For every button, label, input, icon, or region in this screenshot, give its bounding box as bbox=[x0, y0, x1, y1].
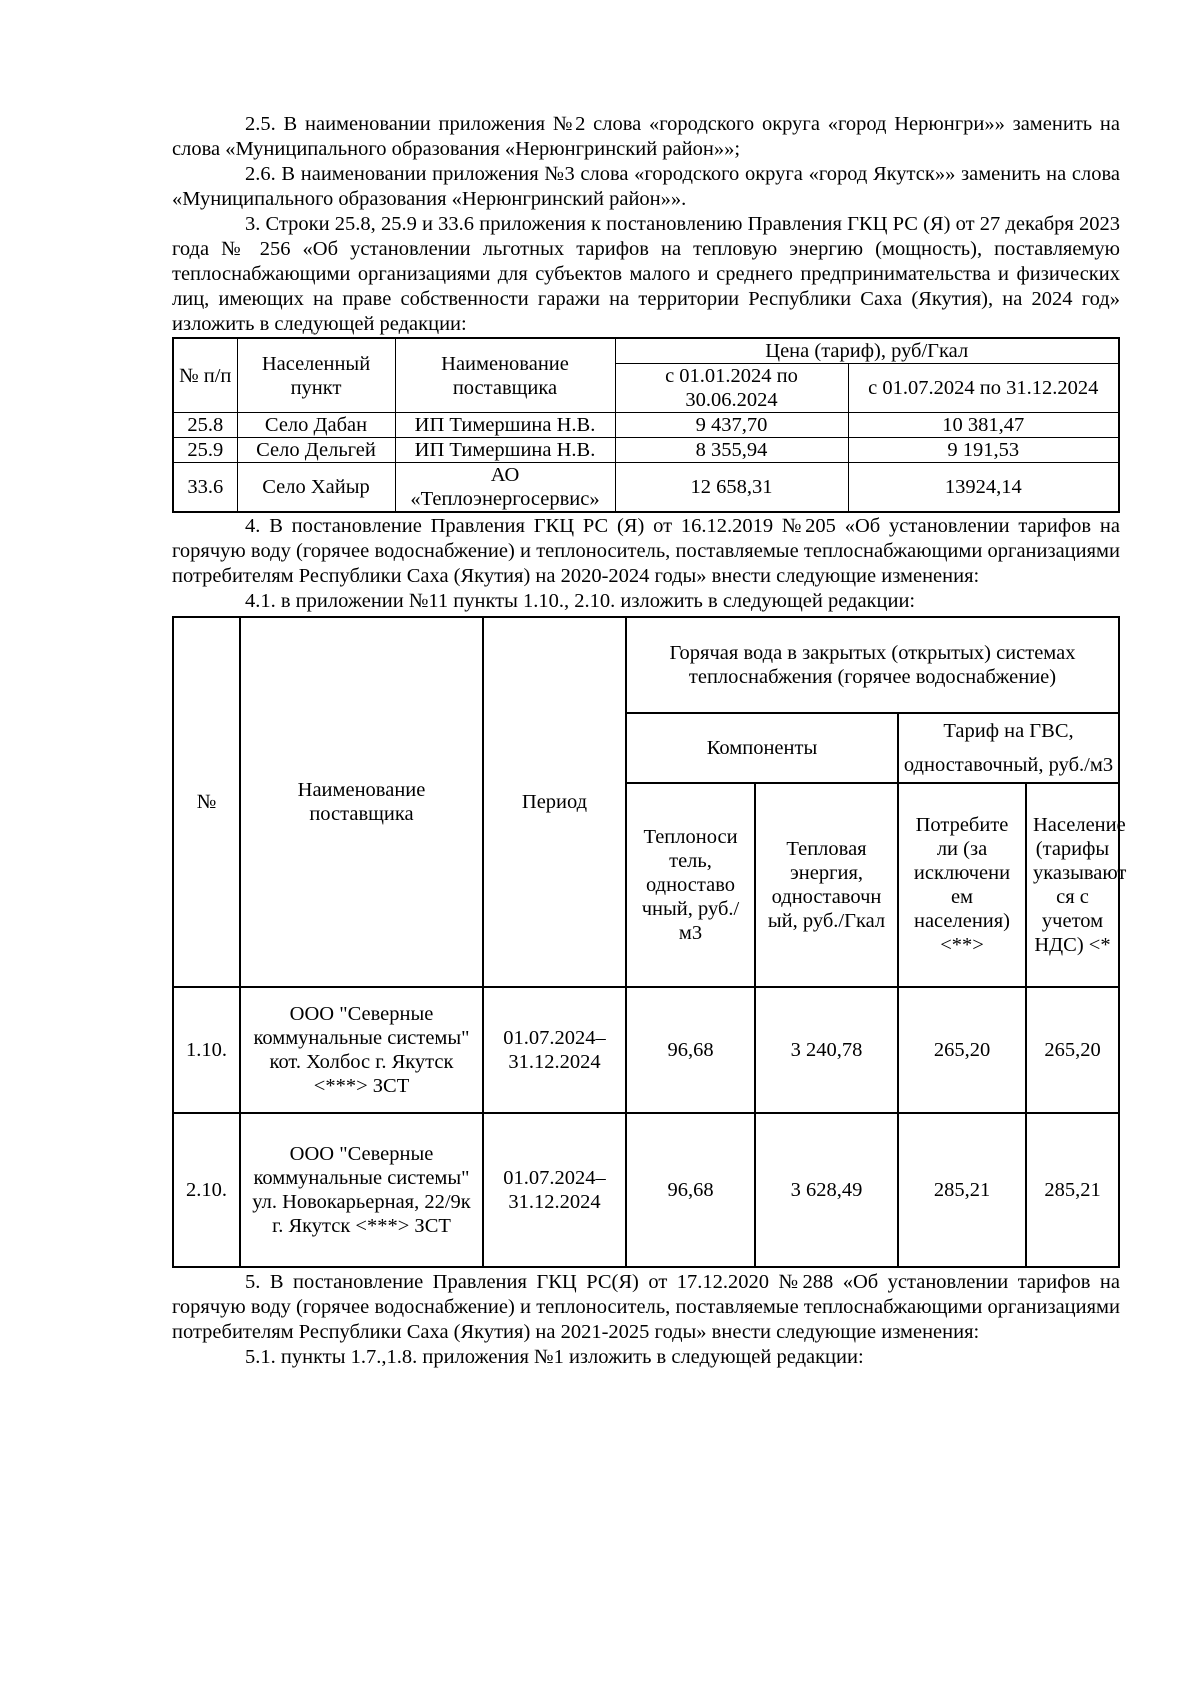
cell-num: 25.9 bbox=[173, 438, 237, 463]
cell-supplier: ООО "Северные коммунальные системы" кот. Холбос г. Якутск <***> ЗСТ bbox=[240, 987, 483, 1113]
cell-locality: Село Дабан bbox=[237, 413, 395, 438]
header-consumers: Потребите ли (за исключени ем населения) <**> bbox=[898, 783, 1026, 987]
cell-period: 01.07.2024– 31.12.2024 bbox=[483, 1113, 626, 1267]
cell-price-1: 8 355,94 bbox=[615, 438, 848, 463]
header-hot-water-group: Горячая вода в закрытых (открытых) системах теплоснабжения (горячее водоснабжение) bbox=[626, 617, 1119, 713]
cell-consumers: 285,21 bbox=[898, 1113, 1026, 1267]
header-tariff: Тариф на ГВС, одноставочный, руб./м3 bbox=[898, 713, 1119, 783]
paragraph-3: 3. Строки 25.8, 25.9 и 33.6 приложения к постановлению Правления ГКЦ РС (Я) от 27 декабря 2023 года № 256 «Об установлении льготных тарифов на тепловую энергию (мощность), поставляемую теплоснабжающими организациями для субъектов малого и среднего предпринимательства и физических лиц, имеющих на праве собственности гаражи на территории Республики Саха (Якутия), на 2024 год» изложить в следующей редакции: bbox=[172, 213, 1120, 335]
cell-num: 2.10. bbox=[173, 1113, 240, 1267]
cell-supplier: ИП Тимершина Н.В. bbox=[395, 438, 615, 463]
header-price-group: Цена (тариф), руб/Гкал bbox=[615, 338, 1119, 364]
header-locality: Населенный пункт bbox=[237, 338, 395, 413]
header-period-1: с 01.01.2024 по 30.06.2024 bbox=[615, 364, 848, 413]
paragraph-4-1: 4.1. в приложении №11 пункты 1.10., 2.10. изложить в следующей редакции: bbox=[245, 590, 916, 612]
cell-heat-energy: 3 240,78 bbox=[755, 987, 898, 1113]
hot-water-tariff-table bbox=[172, 616, 1127, 1268]
paragraph-5-1: 5.1. пункты 1.7.,1.8. приложения №1 изложить в следующей редакции: bbox=[245, 1346, 864, 1368]
header-heat-carrier: Теплоноси тель, одноставо чный, руб./м3 bbox=[626, 783, 755, 987]
header-period-2: с 01.07.2024 по 31.12.2024 bbox=[848, 364, 1119, 413]
cell-locality: Село Дельгей bbox=[237, 438, 395, 463]
paragraph-2-5: 2.5. В наименовании приложения №2 слова «городского округа «город Нерюнгри»» заменить на слова «Муниципального образования «Нерюнгринский район»»; bbox=[172, 113, 1120, 160]
header-period: Период bbox=[483, 617, 626, 987]
paragraph-4: 4. В постановление Правления ГКЦ РС (Я) от 16.12.2019 №205 «Об установлении тарифов на горячую воду (горячее водоснабжение) и теплоноситель, поставляемые теплоснабжающими организациями потребителям Республики Саха (Якутия) на 2020-2024 годы» внести следующие изменения: bbox=[172, 515, 1120, 587]
cell-price-1: 9 437,70 bbox=[615, 413, 848, 438]
paragraph-5: 5. В постановление Правления ГКЦ РС(Я) от 17.12.2020 №288 «Об установлении тарифов на горячую воду (горячее водоснабжение) и теплоноситель, поставляемые теплоснабжающими организациями потребителям Республики Саха (Якутия) на 2021-2025 годы» внести следующие изменения: bbox=[172, 1271, 1120, 1343]
table-row bbox=[173, 413, 1119, 438]
cell-supplier: ООО "Северные коммунальные системы" ул. Новокарьерная, 22/9к г. Якутск <***> ЗСТ bbox=[240, 1113, 483, 1267]
header-components: Компоненты bbox=[626, 713, 898, 783]
paragraph-2-6: 2.6. В наименовании приложения №3 слова «городского округа «город Якутск»» заменить на слова «Муниципального образования «Нерюнгринский район»». bbox=[172, 163, 1120, 210]
cell-consumers: 265,20 bbox=[898, 987, 1026, 1113]
cell-heat-energy: 3 628,49 bbox=[755, 1113, 898, 1267]
cell-period: 01.07.2024– 31.12.2024 bbox=[483, 987, 626, 1113]
cell-price-2: 13924,14 bbox=[848, 463, 1119, 513]
cell-population: 285,21 bbox=[1026, 1113, 1119, 1267]
header-supplier: Наименование поставщика bbox=[395, 338, 615, 413]
cell-num: 33.6 bbox=[173, 463, 237, 513]
cell-price-2: 10 381,47 bbox=[848, 413, 1119, 438]
table-row bbox=[173, 438, 1119, 463]
header-num: № bbox=[173, 617, 240, 987]
table-row bbox=[173, 1113, 1119, 1267]
cell-num: 25.8 bbox=[173, 413, 237, 438]
cell-locality: Село Хайыр bbox=[237, 463, 395, 513]
cell-price-2: 9 191,53 bbox=[848, 438, 1119, 463]
cell-num: 1.10. bbox=[173, 987, 240, 1113]
header-supplier: Наименование поставщика bbox=[240, 617, 483, 987]
header-population: Население (тарифы указывают ся с учетом НДС) <* bbox=[1026, 783, 1119, 987]
header-num: № п/п bbox=[173, 338, 237, 413]
header-heat-energy: Тепловая энергия, одноставочн ый, руб./Гкал bbox=[755, 783, 898, 987]
cell-supplier: ИП Тимершина Н.В. bbox=[395, 413, 615, 438]
cell-population: 265,20 bbox=[1026, 987, 1119, 1113]
preferential-tariff-table bbox=[172, 337, 1120, 513]
cell-price-1: 12 658,31 bbox=[615, 463, 848, 513]
table-row bbox=[173, 463, 1119, 513]
cell-heat-carrier: 96,68 bbox=[626, 987, 755, 1113]
document-page bbox=[172, 112, 1127, 1370]
cell-heat-carrier: 96,68 bbox=[626, 1113, 755, 1267]
cell-supplier: АО «Теплоэнергосервис» bbox=[395, 463, 615, 513]
table-row bbox=[173, 987, 1119, 1113]
